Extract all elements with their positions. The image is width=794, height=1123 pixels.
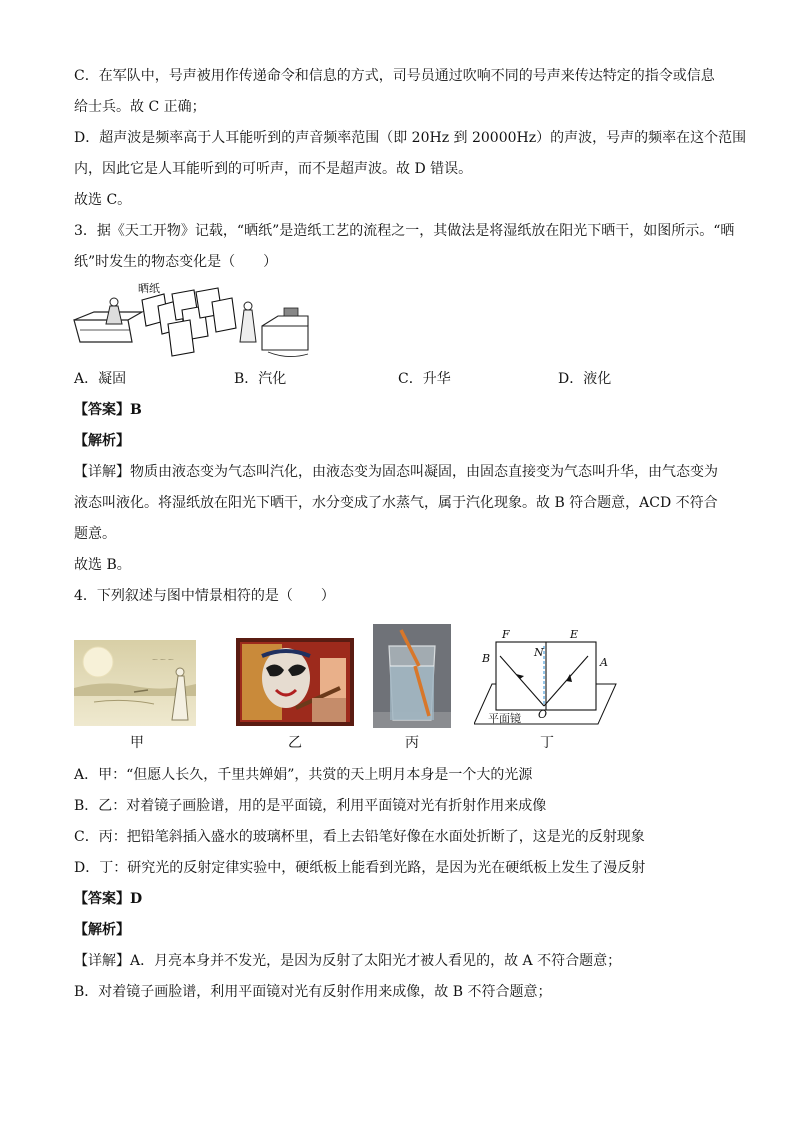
q3-detail-line3: 题意。 [74,526,116,542]
prev-option-c-line2: 给士兵。故 C 正确； [74,99,206,115]
q3-option-d: D．液化 [558,371,612,387]
q3-conclusion: 故选 B。 [74,557,131,573]
q3-answer: 【答案】B [74,402,142,418]
q4-figure-bing [373,624,451,728]
q4-figure-ding [474,626,620,726]
q3-stem-line2: 纸”时发生的物态变化是（ ） [74,254,278,270]
q4-figure-yi [236,638,354,726]
moon-painting-image [74,640,196,726]
q4-caption-ding: 丁 [540,735,554,751]
diagram-label-mirror: 平面镜 [488,712,521,725]
q3-option-c: C．升华 [398,371,451,387]
q4-caption-yi: 乙 [288,735,302,751]
prev-option-d-line1: D．超声波是频率高于人耳能听到的声音频率范围（即 20Hz 到 20000Hz）的声波，号声的频率在这个范围 [74,130,747,146]
diagram-label-n: N [534,646,544,659]
q3-options [74,369,634,389]
prev-option-d-line2: 内，因此它是人耳能听到的可听声，而不是超声波。故 D 错误。 [74,161,473,177]
diagram-label-e: E [570,628,579,641]
diagram-label-b: B [482,652,491,665]
q3-option-b: B．汽化 [234,371,287,387]
diagram-label-o: O [538,708,548,721]
q4-option-a: A．甲：“但愿人长久，千里共婵娟”，共赏的天上明月本身是一个大的光源 [74,767,533,783]
svg-text:～ ～ ～: ～ ～ ～ [152,657,174,664]
q4-detail-b: B．对着镜子画脸谱，利用平面镜对光有反射作用来成像，故 B 不符合题意； [74,984,552,1000]
q4-figure-jia [74,640,196,726]
q4-caption-bing: 丙 [405,735,419,751]
diagram-label-f: F [502,628,510,641]
prev-option-c-line1: C．在军队中，号声被用作传递命令和信息的方式，司号员通过吹响不同的号声来传达特定的指令或信息 [74,68,715,84]
q4-stem: 4．下列叙述与图中情景相符的是（ ） [74,588,335,604]
q4-detail-a: 【详解】A．月亮本身并不发光，是因为反射了太阳光才被人看见的，故 A 不符合题意； [74,953,622,969]
q3-detail-line2: 液态叫液化。将湿纸放在阳光下晒干，水分变成了水蒸气，属于汽化现象。故 B 符合题意，ACD 不符合 [74,495,718,511]
q3-figure-label: 晒纸 [138,282,160,295]
reflection-law-diagram [474,626,620,726]
pencil-in-glass-image [373,624,451,728]
q4-option-c: C．丙：把铅笔斜插入盛水的玻璃杯里，看上去铅笔好像在水面处折断了，这是光的反射现象 [74,829,645,845]
q4-answer: 【答案】D [74,891,143,907]
q4-caption-jia: 甲 [130,735,144,751]
q4-option-b: B．乙：对着镜子画脸谱，用的是平面镜，利用平面镜对光有折射作用来成像 [74,798,547,814]
prev-conclusion: 故选 C。 [74,192,132,208]
diagram-label-a: A [600,656,608,669]
q3-detail-line1: 【详解】物质由液态变为气态叫汽化，由液态变为固态叫凝固，由固态直接变为气态叫升华，由气态变为 [74,464,718,480]
q4-option-d: D．丁：研究光的反射定律实验中，硬纸板上能看到光路，是因为光在硬纸板上发生了漫反射 [74,860,646,876]
q3-analysis-tag: 【解析】 [74,433,130,449]
drying-paper-illustration [72,280,312,360]
q3-option-a: A．凝固 [74,371,127,387]
q4-analysis-tag: 【解析】 [74,922,130,938]
q3-stem-line1: 3．据《天工开物》记载，“晒纸”是造纸工艺的流程之一，其做法是将湿纸放在阳光下晒干，如图所示。“晒 [74,223,735,239]
opera-mask-mirror-image [236,638,354,726]
q3-drying-paper-figure [72,280,312,360]
